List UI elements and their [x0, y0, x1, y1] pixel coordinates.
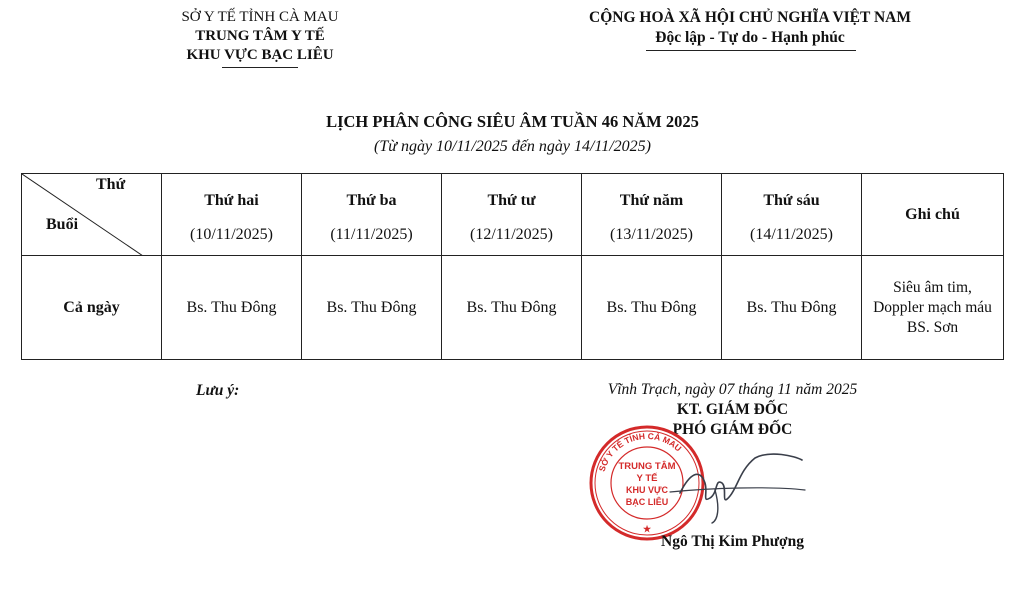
org-header — [150, 8, 370, 65]
document-subtitle: (Từ ngày 10/11/2025 đến ngày 14/11/2025) — [374, 138, 651, 155]
corner-session-label: Buổi — [46, 216, 79, 233]
day-name: Thứ tư — [487, 191, 536, 209]
day-name: Thứ hai — [204, 191, 259, 209]
place-date: Vĩnh Trạch, ngày 07 tháng 11 năm 2025 — [607, 381, 858, 398]
day-header — [442, 174, 582, 256]
day-date: (14/11/2025) — [750, 225, 833, 243]
day-name: Thứ ba — [346, 191, 397, 209]
day-header — [582, 174, 722, 256]
day-date: (11/11/2025) — [330, 225, 413, 243]
assignment-cell: Bs. Thu Đông — [162, 256, 302, 360]
note-text: Siêu âm tim, Doppler mạch máu BS. Sơn — [873, 278, 992, 336]
note-label: Lưu ý: — [196, 382, 240, 399]
schedule-table — [21, 173, 1004, 360]
org-line-area: KHU VỰC BẠC LIÊU — [186, 47, 334, 63]
assignment-cell: Bs. Thu Đông — [722, 256, 862, 360]
corner-diagonal — [22, 174, 162, 255]
org-underline — [222, 67, 298, 68]
note-header: Ghi chú — [862, 174, 1004, 256]
document-title: LỊCH PHÂN CÔNG SIÊU ÂM TUẦN 46 NĂM 2025 — [326, 112, 699, 131]
seal-ring-text: SỞ Y TẾ TỈNH CÀ MAU — [596, 430, 684, 473]
national-motto: Độc lập - Tự do - Hạnh phúc — [655, 29, 845, 46]
note-cell — [862, 256, 1004, 360]
national-header — [560, 8, 940, 48]
signer-name: Ngô Thị Kim Phượng — [661, 533, 804, 550]
assignment-cell: Bs. Thu Đông — [582, 256, 722, 360]
day-date: (10/11/2025) — [190, 225, 273, 243]
seal-star-icon: ★ — [642, 524, 652, 534]
day-header — [722, 174, 862, 256]
handwritten-signature — [660, 448, 810, 533]
seal-line-3: KHU VỰC — [626, 485, 668, 495]
org-line-department: SỞ Y TẾ TỈNH CÀ MAU — [181, 9, 339, 25]
signature-stroke — [660, 448, 810, 528]
corner-day-label: Thứ — [96, 176, 126, 193]
day-name: Thứ năm — [619, 191, 684, 209]
day-date: (13/11/2025) — [610, 225, 693, 243]
table-header-row — [22, 174, 1004, 256]
day-name: Thứ sáu — [763, 191, 820, 209]
sign-position: PHÓ GIÁM ĐỐC — [672, 421, 793, 438]
table-row — [22, 256, 1004, 360]
seal-line-2: Y TẾ — [636, 473, 658, 484]
seal-line-1: TRUNG TÂM — [618, 461, 676, 472]
seal-line-4: BẠC LIÊU — [625, 497, 669, 507]
day-header — [302, 174, 442, 256]
motto-underline — [646, 50, 856, 51]
assignment-cell: Bs. Thu Đông — [302, 256, 442, 360]
org-line-center: TRUNG TÂM Y TẾ — [195, 28, 325, 44]
assignment-cell: Bs. Thu Đông — [442, 256, 582, 360]
sign-title: KT. GIÁM ĐỐC — [676, 401, 789, 418]
corner-cell — [22, 174, 162, 256]
day-header — [162, 174, 302, 256]
day-date: (12/11/2025) — [470, 225, 553, 243]
nation-name: CỘNG HOÀ XÃ HỘI CHỦ NGHĨA VIỆT NAM — [589, 9, 911, 26]
session-cell: Cả ngày — [22, 256, 162, 360]
